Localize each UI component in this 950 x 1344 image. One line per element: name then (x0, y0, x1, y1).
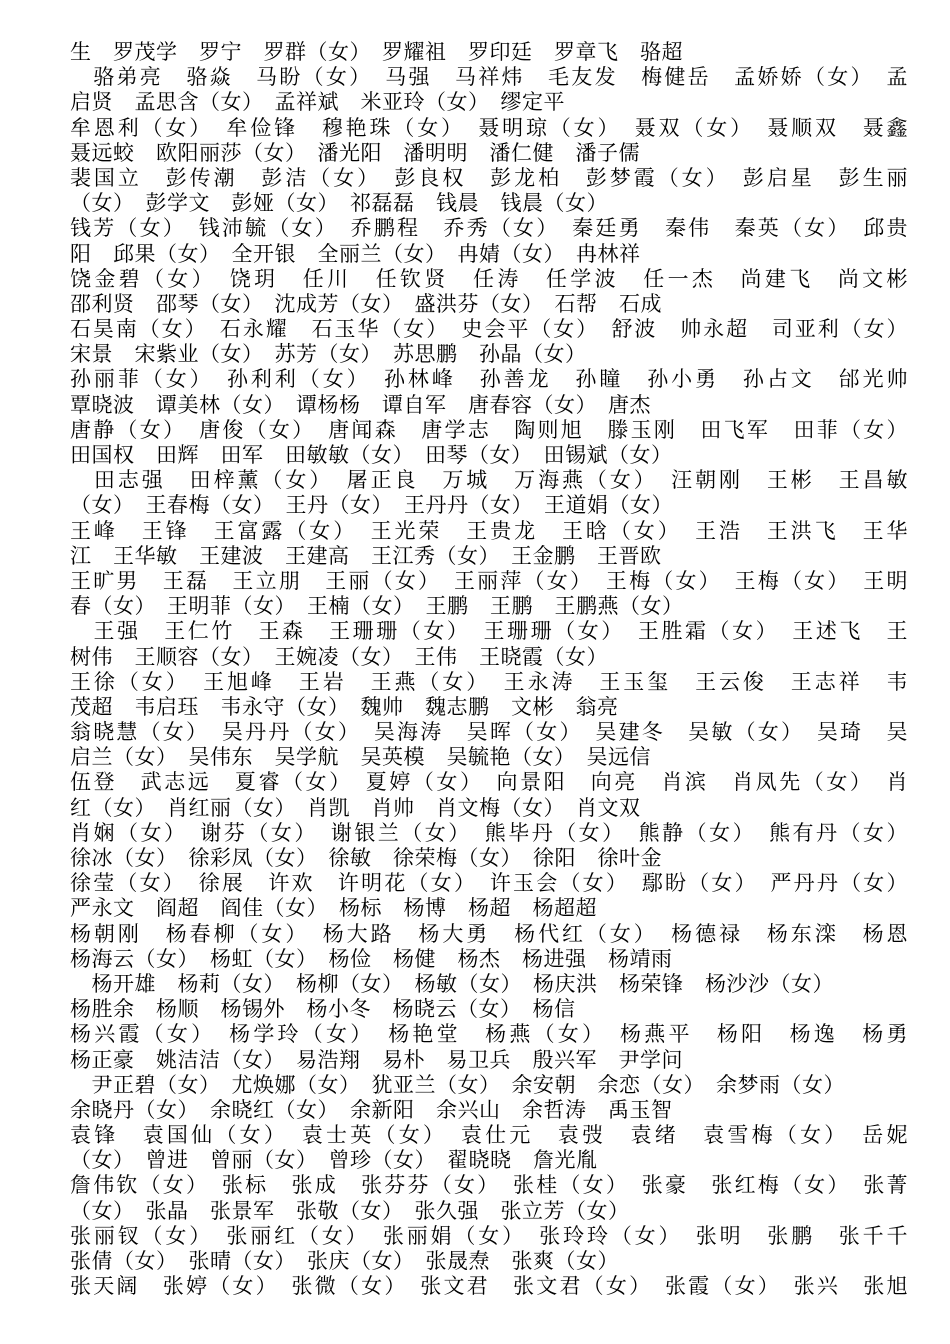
text-line: 田志强 田梓薰（女） 屠正良 万城 万海燕（女） 汪朝刚 王彬 王昌敏 (70, 468, 908, 493)
text-line: 张天阔 张婷（女） 张微（女） 张文君 张文君（女） 张霞（女） 张兴 张旭 (70, 1274, 908, 1299)
text-line: 尹正碧（女） 尤焕娜（女） 犹亚兰（女） 余安朝 余恋（女） 余梦雨（女） (70, 1072, 845, 1097)
text-line: 唐静（女） 唐俊（女） 唐闻森 唐学志 陶则旭 滕玉刚 田飞军 田菲（女） (70, 417, 908, 442)
text-line: 树伟 王顺容（女） 王婉凌（女） 王伟 王晓霞（女） (70, 644, 608, 669)
text-line: 杨胜余 杨顺 杨锡外 杨小冬 杨晓云（女） 杨信 (70, 997, 576, 1022)
text-line: 牟恩利（女） 牟俭锋 穆艳珠（女） 聂明琼（女） 聂双（女） 聂顺双 聂鑫 (70, 115, 908, 140)
text-line: （女） 王春梅（女） 王丹（女） 王丹丹（女） 王道娟（女） (70, 493, 673, 518)
text-line: 严永文 阎超 阎佳（女） 杨标 杨博 杨超 杨超超 (70, 896, 597, 921)
text-line: （女） 曾进 曾丽（女） 曾珍（女） 翟晓晓 詹光胤 (70, 1148, 598, 1173)
text-line: 骆弟亮 骆焱 马盼（女） 马强 马祥炜 毛友发 梅健岳 孟娇娇（女） 孟 (70, 65, 908, 90)
text-line: 王旷男 王磊 王立朋 王丽（女） 王丽萍（女） 王梅（女） 王梅（女） 王明 (70, 568, 908, 593)
text-line: 余晓丹（女） 余晓红（女） 余新阳 余兴山 余哲涛 禹玉智 (70, 1097, 673, 1122)
text-line: 伍登 武志远 夏睿（女） 夏婷（女） 向景阳 向亮 肖滨 肖凤先（女） 肖 (70, 770, 908, 795)
text-line: 生 罗茂学 罗宁 罗群（女） 罗耀祖 罗印廷 罗章飞 骆超 (70, 40, 683, 64)
document-page (70, 40, 908, 1299)
text-line: 孙丽菲（女） 孙利利（女） 孙林峰 孙善龙 孙瞳 孙小勇 孙占文 邰光帅 (70, 367, 908, 392)
text-line: 杨朝刚 杨春柳（女） 杨大路 杨大勇 杨代红（女） 杨德禄 杨东滦 杨恩 (70, 921, 908, 946)
text-line: 启兰（女） 吴伟东 吴学航 吴英模 吴毓艳（女） 吴远信 (70, 745, 651, 770)
text-line: 覃晓波 谭美林（女） 谭杨杨 谭自军 唐春容（女） 唐杰 (70, 392, 651, 417)
text-line: 江 王华敏 王建波 王建高 王江秀（女） 王金鹏 王晋欧 (70, 543, 662, 568)
text-line: 徐莹（女） 徐展 许欢 许明花（女） 许玉会（女） 鄢盼（女） 严丹丹（女） (70, 871, 908, 896)
text-line: 王徐（女） 王旭峰 王岩 王燕（女） 王永涛 王玉玺 王云俊 王志祥 韦 (70, 669, 908, 694)
text-line: 田国权 田辉 田军 田敏敏（女） 田琴（女） 田锡斌（女） (70, 443, 673, 467)
text-line: 肖娴（女） 谢芬（女） 谢银兰（女） 熊毕丹（女） 熊静（女） 熊有丹（女） (70, 820, 908, 845)
text-line: 詹伟钦（女） 张标 张成 张芬芬（女） 张桂（女） 张豪 张红梅（女） 张菁 (70, 1173, 908, 1198)
text-line: 杨开雄 杨莉（女） 杨柳（女） 杨敏（女） 杨庆洪 杨荣锋 杨沙沙（女） (70, 971, 834, 996)
text-line: （女） 彭学文 彭娅（女） 祁磊磊 钱晨 钱晨（女） (70, 191, 608, 216)
text-line: 饶金碧（女） 饶玥 任川 任钦贤 任涛 任学波 任一杰 尚建飞 尚文彬 (70, 266, 908, 291)
text-line: 翁晓慧（女） 吴丹丹（女） 吴海涛 吴晖（女） 吴建冬 吴敏（女） 吴琦 吴 (70, 720, 908, 745)
text-line: （女） 张晶 张景军 张敬（女） 张久强 张立芳（女） (70, 1198, 630, 1223)
text-line: 杨海云（女） 杨虹（女） 杨俭 杨健 杨杰 杨进强 杨靖雨 (70, 946, 673, 971)
text-line: 聂远蛟 欧阳丽莎（女） 潘光阳 潘明明 潘仁健 潘子儒 (70, 140, 640, 165)
text-line: 宋景 宋紫业（女） 苏芳（女） 苏思鹏 孙晶（女） (70, 342, 587, 367)
text-line: 钱芳（女） 钱沛毓（女） 乔鹏程 乔秀（女） 秦廷勇 秦伟 秦英（女） 邱贵 (70, 216, 908, 241)
text-line: 石昊南（女） 石永耀 石玉华（女） 史会平（女） 舒波 帅永超 司亚利（女） (70, 317, 908, 342)
text-line: 春（女） 王明菲（女） 王楠（女） 王鹏 王鹏 王鹏燕（女） (70, 594, 684, 619)
text-line: 张丽钗（女） 张丽红（女） 张丽娟（女） 张玲玲（女） 张明 张鹏 张千千 (70, 1223, 908, 1248)
text-line: 茂超 韦启珏 韦永守（女） 魏帅 魏志鹏 文彬 翁亮 (70, 694, 619, 719)
text-line: 徐冰（女） 徐彩凤（女） 徐敏 徐荣梅（女） 徐阳 徐叶金 (70, 846, 662, 870)
text-line: 邵利贤 邵琴（女） 沈成芳（女） 盛洪芬（女） 石帮 石成 (70, 291, 662, 316)
text-line: 王峰 王锋 王富露（女） 王光荣 王贵龙 王晗（女） 王浩 王洪飞 王华 (70, 518, 908, 543)
text-line: 红（女） 肖红丽（女） 肖凯 肖帅 肖文梅（女） 肖文双 (70, 795, 641, 820)
text-line: 王强 王仁竹 王森 王珊珊（女） 王珊珊（女） 王胜霜（女） 王述飞 王 (70, 619, 908, 644)
text-line: 裴国立 彭传潮 彭洁（女） 彭良权 彭龙柏 彭梦霞（女） 彭启星 彭生丽 (70, 165, 908, 190)
text-line: 张倩（女） 张晴（女） 张庆（女） 张晟焘 张爽（女） (70, 1249, 619, 1273)
text-line: 阳 邱果（女） 全开银 全丽兰（女） 冉婧（女） 冉林祥 (70, 241, 641, 266)
text-line: 杨正豪 姚洁洁（女） 易浩翔 易朴 易卫兵 殷兴军 尹学问 (70, 1047, 683, 1072)
text-line: 袁锋 袁国仙（女） 袁士英（女） 袁仕元 袁弢 袁绪 袁雪梅（女） 岳妮 (70, 1123, 908, 1148)
text-line: 杨兴霞（女） 杨学玲（女） 杨艳堂 杨燕（女） 杨燕平 杨阳 杨逸 杨勇 (70, 1022, 908, 1047)
text-line: 启贤 孟思含（女） 孟祥斌 米亚玲（女） 缪定平 (70, 90, 565, 115)
